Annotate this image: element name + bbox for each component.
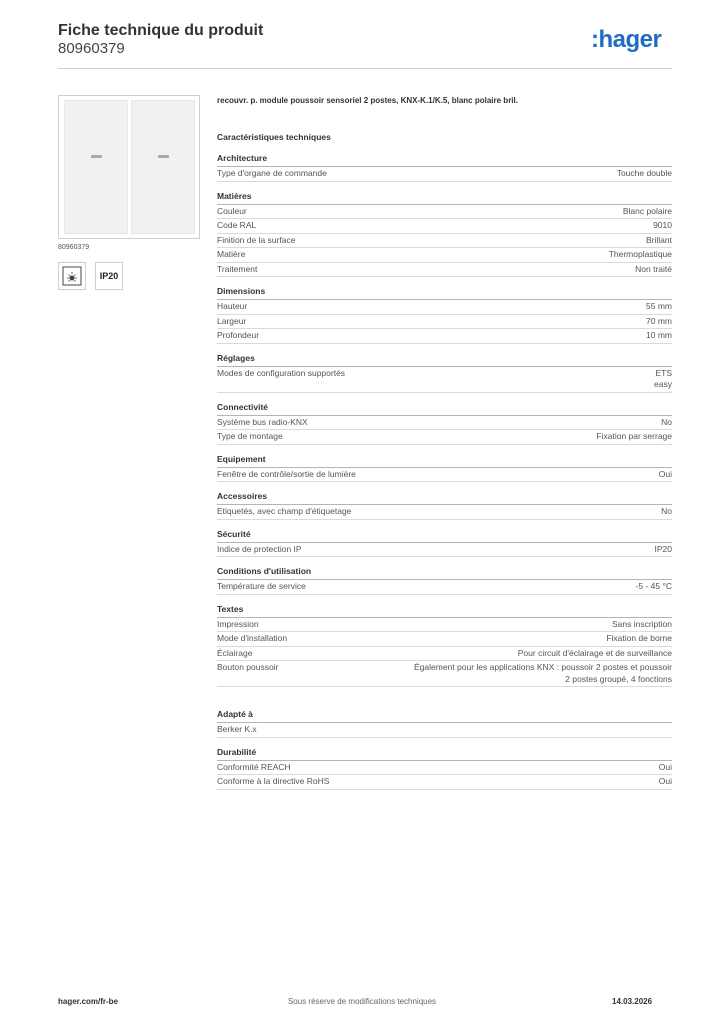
spec-row [217, 315, 672, 330]
spec-label: Profondeur [217, 330, 260, 340]
spec-sheet [217, 96, 672, 799]
spec-row [217, 219, 672, 234]
spec-label: Température de service [217, 581, 306, 591]
spec-group [217, 709, 672, 738]
spec-value: Oui [658, 468, 672, 479]
spec-row [217, 543, 672, 558]
led-window [158, 155, 169, 158]
spec-group-title: Matières [217, 191, 672, 205]
spec-value: Également pour les applications KNX : poussoir 2 postes et poussoir 2 postes groupé, 4 fonctions [414, 662, 672, 684]
spec-group [217, 402, 672, 445]
footer-date: 14.03.2026 [612, 997, 653, 1006]
spec-label: Indice de protection IP [217, 543, 302, 554]
footer-notice: Sous réserve de modifications techniques [287, 997, 437, 1006]
spec-group [217, 566, 672, 595]
spec-row [217, 618, 672, 633]
spec-value: ETS easy [654, 367, 672, 389]
spec-label: Conformité REACH [217, 761, 291, 772]
spec-group-title: Conditions d'utilisation [217, 566, 672, 580]
spec-row [217, 775, 672, 790]
spec-value: 10 mm [646, 330, 672, 340]
spec-groups [217, 153, 672, 790]
logo-text: hager [598, 26, 662, 53]
spec-value: Brillant [646, 234, 672, 245]
header-divider [58, 68, 672, 69]
spec-row [217, 205, 672, 220]
spec-group-title: Accessoires [217, 491, 672, 505]
product-reference: 80960379 [58, 40, 125, 57]
spec-label: Matière [217, 249, 246, 259]
spec-group-title: Durabilité [217, 747, 672, 761]
spec-row [217, 723, 672, 738]
spec-group-title: Architecture [217, 153, 672, 167]
spec-group [217, 153, 672, 182]
spec-group-title: Textes [217, 604, 672, 618]
spec-value: Non traité [635, 263, 672, 274]
spec-group-title: Adapté à [217, 709, 672, 723]
spec-value: Oui [658, 776, 672, 786]
right-rocker [131, 100, 195, 234]
spec-group-title: Réglages [217, 353, 672, 367]
spec-row [217, 580, 672, 595]
spec-group [217, 454, 672, 483]
spec-row [217, 468, 672, 483]
spec-row [217, 505, 672, 520]
spec-value: No [661, 506, 672, 516]
spec-row [217, 167, 672, 182]
spec-value: IP20 [654, 543, 672, 554]
spec-value: 70 mm [646, 315, 672, 326]
spec-value: Sans inscription [611, 618, 672, 629]
spec-row [217, 300, 672, 315]
spec-value: Oui [658, 761, 672, 772]
spec-label: Conforme à la directive RoHS [217, 776, 330, 786]
spec-value: -5 - 45 °C [635, 581, 672, 591]
spec-row [217, 234, 672, 249]
spec-label: Largeur [217, 315, 247, 326]
spec-row [217, 430, 672, 445]
spec-label: Modes de configuration supportés [217, 367, 346, 378]
spec-group [217, 747, 672, 790]
led-window [91, 155, 102, 158]
spec-label: Système bus radio-KNX [217, 416, 308, 427]
spec-value: 55 mm [646, 301, 672, 311]
spec-label: Mode d'installation [217, 633, 288, 643]
spec-label: Etiquetés, avec champ d'étiquetage [217, 506, 352, 516]
tech-characteristics-heading: Caractéristiques techniques [217, 132, 331, 142]
spec-group [217, 353, 672, 393]
product-image [58, 95, 200, 239]
spec-label: Type de montage [217, 431, 283, 441]
spec-value: Blanc polaire [622, 205, 672, 216]
spec-group-title: Sécurité [217, 529, 672, 543]
ip-rating-icon [95, 262, 123, 290]
lamp-icon [58, 262, 86, 290]
spec-label: Couleur [217, 205, 247, 216]
spec-group [217, 604, 672, 688]
spec-label: Finition de la surface [217, 234, 296, 245]
page-title: Fiche technique du produit [58, 22, 264, 39]
spec-row [217, 416, 672, 431]
spec-label: Berker K.x [217, 724, 257, 734]
spec-row [217, 761, 672, 776]
spec-row [217, 632, 672, 647]
spec-label: Type d'organe de commande [217, 168, 327, 178]
spec-row [217, 329, 672, 344]
image-caption: 80960379 [58, 244, 90, 251]
spec-value: Fixation de borne [606, 633, 672, 643]
spec-row [217, 367, 672, 393]
hager-logo: :hager [591, 26, 662, 53]
spec-label: Fenêtre de contrôle/sortie de lumière [217, 468, 356, 479]
footer-website: hager.com/fr-be [58, 997, 119, 1006]
product-title: recouvr. p. module poussoir sensoriel 2 postes, KNX-K.1/K.5, blanc polaire bril. [217, 96, 518, 105]
spec-value: 9010 [653, 220, 672, 230]
spec-label: Code RAL [217, 220, 257, 230]
spec-row [217, 661, 672, 687]
spec-row [217, 248, 672, 263]
spec-row [217, 263, 672, 278]
spec-value: Thermoplastique [608, 249, 672, 259]
spec-group-title: Connectivité [217, 402, 672, 416]
spec-value: Touche double [616, 168, 672, 178]
spec-label: Impression [217, 618, 259, 629]
spec-value: Pour circuit d'éclairage et de surveillance [517, 647, 672, 658]
spec-value: Fixation par serrage [596, 431, 672, 441]
spec-label: Hauteur [217, 301, 248, 311]
spec-label: Éclairage [217, 647, 253, 658]
ip-rating-label: IP20 [99, 271, 119, 281]
spec-group [217, 491, 672, 520]
spec-group [217, 529, 672, 558]
left-rocker [64, 100, 128, 234]
spec-label: Bouton poussoir [217, 662, 279, 672]
spec-group-title: Equipement [217, 454, 672, 468]
spec-group [217, 191, 672, 278]
spec-group-title: Dimensions [217, 286, 672, 300]
spec-group [217, 286, 672, 344]
spec-value: No [661, 416, 672, 427]
spec-label: Traitement [217, 263, 258, 274]
spec-row [217, 647, 672, 662]
